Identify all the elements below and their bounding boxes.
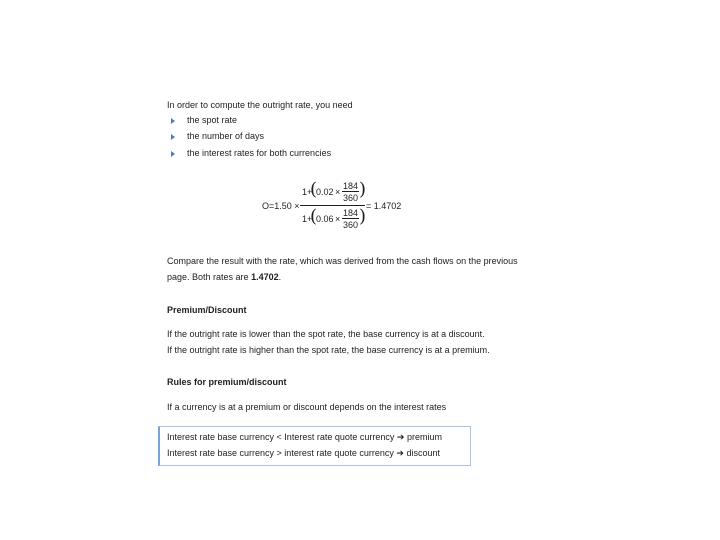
compare-value: 1.4702 <box>251 272 279 282</box>
denominator-days-fraction-bar <box>342 218 359 219</box>
right-arrow-icon: ➔ <box>396 448 404 458</box>
numerator-days-fraction-bar <box>342 191 359 192</box>
denominator-days: 184 <box>343 208 359 218</box>
right-arrow-icon: ➔ <box>396 432 405 442</box>
compare-line-1: Compare the result with the rate, which was derived from the cash flows on the previous <box>167 256 518 266</box>
bullet-icon <box>171 134 175 140</box>
compare-prefix: page. Both rates are <box>167 272 252 282</box>
numerator-basis: 360 <box>343 193 359 203</box>
numerator-days: 184 <box>343 181 359 191</box>
rules-intro: If a currency is at a premium or discount depends on the interest rates <box>167 402 447 412</box>
premium-rule-line-1: If the outright rate is lower than the spot rate, the base currency is at a discount. <box>167 329 485 339</box>
denominator-times: × <box>335 214 341 224</box>
bullet-icon <box>171 151 175 157</box>
list-item: the number of days <box>187 131 265 141</box>
compare-line-2 <box>167 272 281 283</box>
numerator-one-plus: 1+ <box>302 187 313 197</box>
compare-suffix: . <box>278 272 282 282</box>
denominator-rate: 0.06 <box>316 214 334 224</box>
bullet-icon <box>171 118 175 124</box>
rule-condition: Interest rate base currency < Interest rate quote currency <box>167 432 395 442</box>
intro-text: In order to compute the outright rate, you need <box>167 100 353 110</box>
formula-result: = 1.4702 <box>366 201 402 211</box>
list-item: the interest rates for both currencies <box>187 148 332 158</box>
rule-row <box>167 432 442 443</box>
rule-row <box>167 448 440 459</box>
denominator-one-plus: 1+ <box>302 214 313 224</box>
right-paren-icon: ) <box>359 206 367 227</box>
premium-discount-heading: Premium/Discount <box>167 305 247 315</box>
right-paren-icon: ) <box>359 179 367 200</box>
rule-result: premium <box>406 432 442 442</box>
rule-result: discount <box>406 448 440 458</box>
rule-condition: Interest rate base currency > interest rate quote currency <box>167 448 394 458</box>
outright-rate-formula <box>262 180 412 232</box>
premium-rule-line-2: If the outright rate is higher than the spot rate, the base currency is at a premium. <box>167 345 490 355</box>
numerator-rate: 0.02 <box>316 187 334 197</box>
left-paren-icon: ( <box>310 179 318 200</box>
formula-lhs: O=1.50 × <box>262 201 300 211</box>
list-item: the spot rate <box>187 115 238 125</box>
numerator-times: × <box>335 187 341 197</box>
rules-heading: Rules for premium/discount <box>167 377 287 387</box>
denominator-basis: 360 <box>343 220 359 230</box>
left-paren-icon: ( <box>310 206 318 227</box>
